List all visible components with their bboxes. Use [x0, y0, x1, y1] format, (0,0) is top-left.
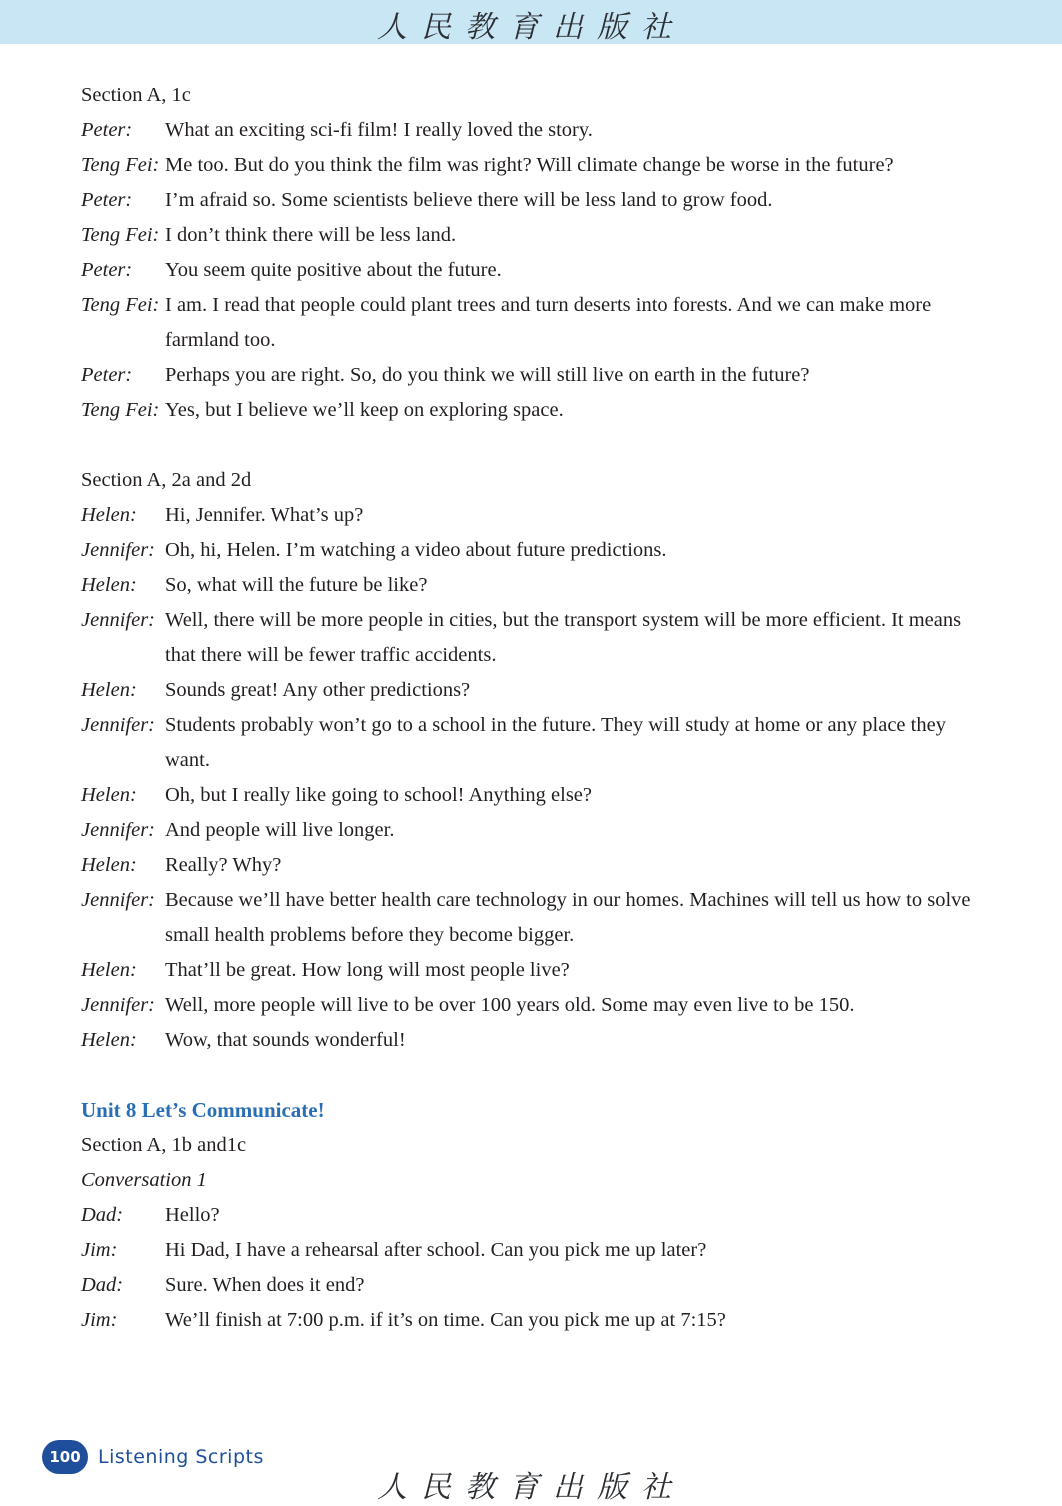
- dialogue-line: [81, 1303, 981, 1338]
- speaker-name: Helen:: [81, 959, 137, 981]
- dialogue-text: So, what will the future be like?: [165, 574, 428, 596]
- speaker-name: Peter:: [81, 119, 133, 141]
- section-spacer: [81, 1058, 981, 1093]
- dialogue-text: I don’t think there will be less land.: [165, 224, 457, 246]
- dialogue-text: Sounds great! Any other predictions?: [165, 679, 471, 701]
- speaker-name: Helen:: [81, 504, 137, 526]
- speaker-name: Teng Fei:: [81, 224, 160, 246]
- dialogue-line: [81, 883, 981, 953]
- speaker-name: Jennifer:: [81, 994, 155, 1016]
- dialogue-text: Students probably won’t go to a school in the future. They will study at home or any place they want.: [165, 714, 946, 771]
- page-number-badge: 100: [42, 1440, 88, 1474]
- dialogue-line: [81, 778, 981, 813]
- publisher-logo-bottom: 人民教育出版社: [377, 1470, 685, 1505]
- dialogue-line: [81, 253, 981, 288]
- dialogue-line: [81, 1198, 981, 1233]
- speaker-name: Helen:: [81, 784, 137, 806]
- dialogue-line: [81, 673, 981, 708]
- speaker-name: Jennifer:: [81, 714, 155, 736]
- dialogue-text: Hi, Jennifer. What’s up?: [165, 504, 364, 526]
- dialogue-text: Sure. When does it end?: [165, 1274, 365, 1296]
- conversation-title: Conversation 1: [81, 1169, 207, 1191]
- speaker-name: Teng Fei:: [81, 154, 160, 176]
- dialogue-line: [81, 988, 981, 1023]
- section-title: Section A, 2a and 2d: [81, 469, 252, 491]
- speaker-name: Jim:: [81, 1309, 118, 1331]
- section-title: Section A, 1c: [81, 84, 191, 106]
- speaker-name: Teng Fei:: [81, 399, 160, 421]
- section-2a-2d: [81, 463, 981, 1058]
- dialogue-line: [81, 288, 981, 358]
- dialogue-line: [81, 1233, 981, 1268]
- dialogue-text: Well, more people will live to be over 100 years old. Some may even live to be 150.: [165, 994, 855, 1016]
- dialogue-text: What an exciting sci-fi film! I really loved the story.: [165, 119, 593, 141]
- speaker-name: Peter:: [81, 189, 133, 211]
- dialogue-line: [81, 568, 981, 603]
- unit-8: [81, 1093, 981, 1338]
- dialogue-text: Hi Dad, I have a rehearsal after school. Can you pick me up later?: [165, 1239, 707, 1261]
- speaker-name: Dad:: [81, 1204, 124, 1226]
- unit-title: Unit 8 Let’s Communicate!: [81, 1098, 325, 1122]
- dialogue-line: [81, 1268, 981, 1303]
- speaker-name: Peter:: [81, 259, 133, 281]
- dialogue-text: Perhaps you are right. So, do you think we will still live on earth in the future?: [165, 364, 810, 386]
- section-spacer: [81, 428, 981, 463]
- speaker-name: Helen:: [81, 574, 137, 596]
- dialogue-text: I’m afraid so. Some scientists believe there will be less land to grow food.: [165, 189, 773, 211]
- dialogue-line: [81, 218, 981, 253]
- script-content: [81, 78, 981, 1338]
- speaker-name: Dad:: [81, 1274, 124, 1296]
- section-1c: [81, 78, 981, 428]
- dialogue-line: [81, 183, 981, 218]
- dialogue-text: Me too. But do you think the film was right? Will climate change be worse in the future?: [165, 154, 894, 176]
- dialogue-line: [81, 848, 981, 883]
- speaker-name: Jennifer:: [81, 609, 155, 631]
- dialogue-line: [81, 1023, 981, 1058]
- speaker-name: Jennifer:: [81, 539, 155, 561]
- dialogue-line: [81, 113, 981, 148]
- dialogue-line: [81, 813, 981, 848]
- dialogue-line: [81, 358, 981, 393]
- speaker-name: Jennifer:: [81, 819, 155, 841]
- dialogue-text: Hello?: [165, 1204, 220, 1226]
- section-title: Section A, 1b and1c: [81, 1134, 247, 1156]
- dialogue-text: Because we’ll have better health care technology in our homes. Machines will tell us how to solve small health problems before they become bigger.: [165, 889, 971, 946]
- dialogue-text: That’ll be great. How long will most people live?: [165, 959, 570, 981]
- dialogue-text: We’ll finish at 7:00 p.m. if it’s on time. Can you pick me up at 7:15?: [165, 1309, 726, 1331]
- dialogue-text: Really? Why?: [165, 854, 282, 876]
- dialogue-line: [81, 148, 981, 183]
- dialogue-line: [81, 953, 981, 988]
- dialogue-text: You seem quite positive about the future.: [165, 259, 502, 281]
- dialogue-line: [81, 498, 981, 533]
- speaker-name: Helen:: [81, 679, 137, 701]
- speaker-name: Jennifer:: [81, 889, 155, 911]
- speaker-name: Teng Fei:: [81, 294, 160, 316]
- speaker-name: Helen:: [81, 854, 137, 876]
- dialogue-text: Oh, but I really like going to school! Anything else?: [165, 784, 593, 806]
- dialogue-line: [81, 708, 981, 778]
- speaker-name: Jim:: [81, 1239, 118, 1261]
- dialogue-line: [81, 603, 981, 673]
- dialogue-line: [81, 533, 981, 568]
- dialogue-text: I am. I read that people could plant trees and turn deserts into forests. And we can make more farmland too.: [165, 294, 932, 351]
- publisher-logo-top: 人民教育出版社: [377, 10, 685, 45]
- dialogue-line: [81, 393, 981, 428]
- speaker-name: Helen:: [81, 1029, 137, 1051]
- dialogue-text: Yes, but I believe we’ll keep on exploring space.: [165, 399, 564, 421]
- dialogue-text: Wow, that sounds wonderful!: [165, 1029, 406, 1051]
- footer-label: Listening Scripts: [98, 1446, 264, 1468]
- dialogue-text: Well, there will be more people in cities, but the transport system will be more efficient. It means that there will be fewer traffic accidents.: [165, 609, 962, 666]
- dialogue-text: Oh, hi, Helen. I’m watching a video about future predictions.: [165, 539, 667, 561]
- dialogue-text: And people will live longer.: [165, 819, 395, 841]
- speaker-name: Peter:: [81, 364, 133, 386]
